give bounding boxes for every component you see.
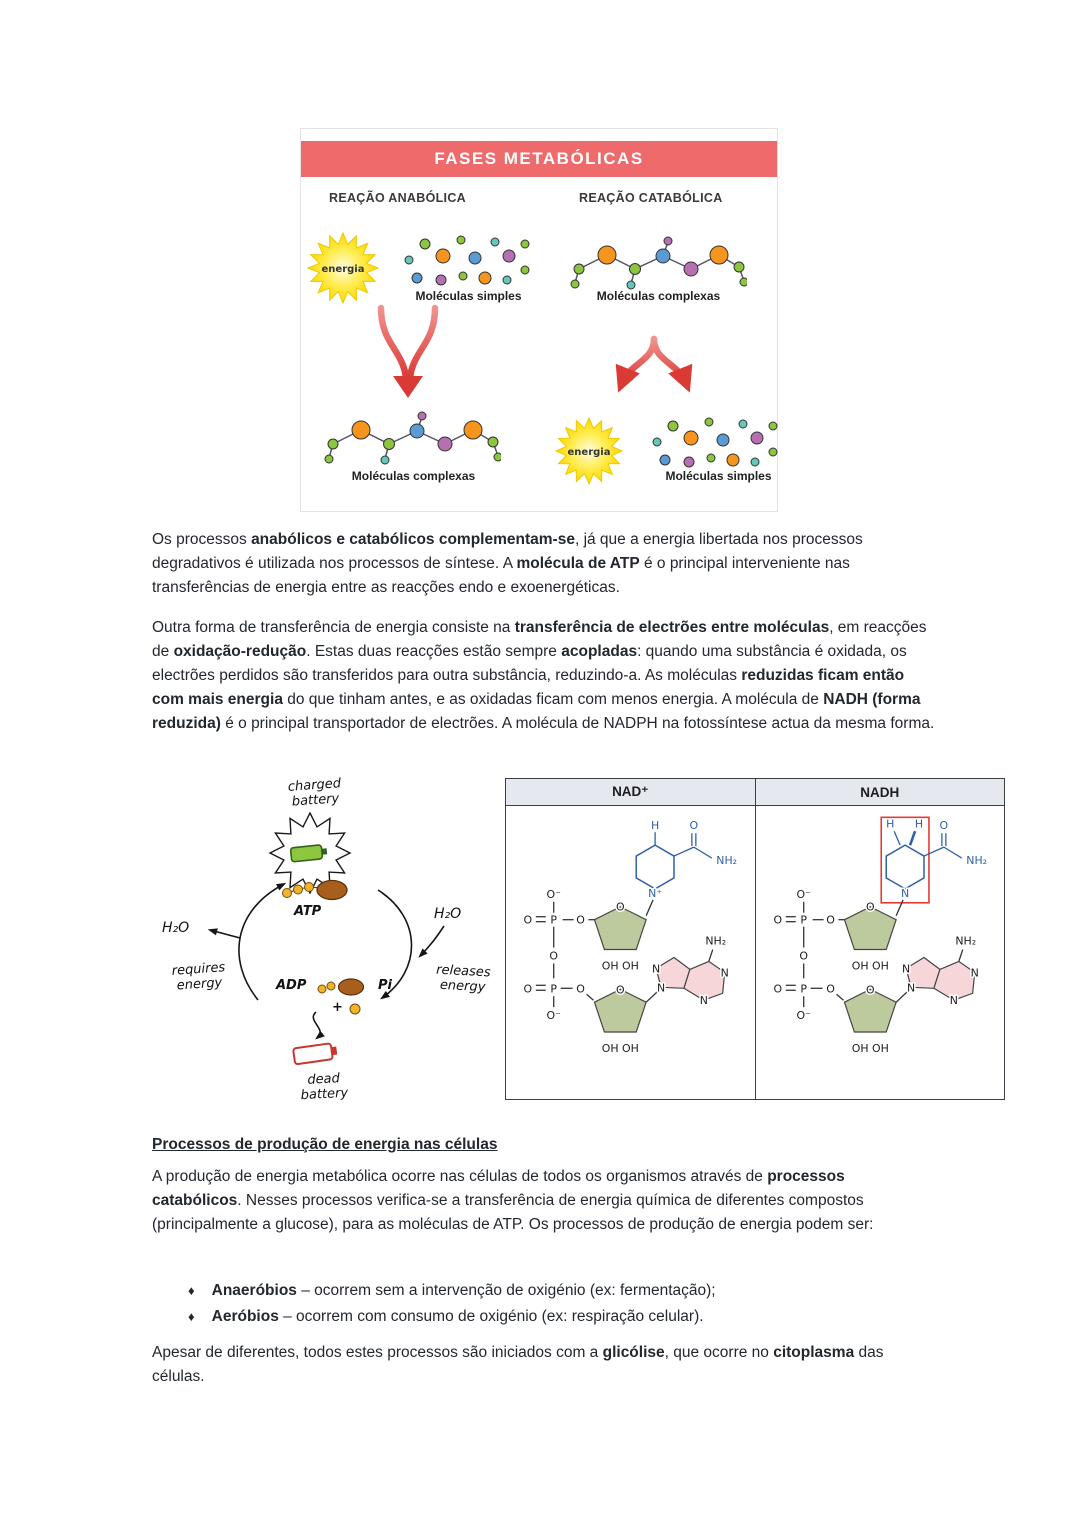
svg-text:O: O <box>865 983 875 997</box>
anabolic-arrow <box>353 304 463 404</box>
svg-text:N: N <box>949 994 958 1008</box>
nad-plus-header: NAD⁺ <box>506 779 755 806</box>
dead-battery-icon <box>286 1036 352 1072</box>
figure1-title: FASES METABÓLICAS <box>301 141 777 177</box>
bullet-text: Aeróbios – ocorrem com consumo de oxigénio (ex: respiração celular). <box>211 1308 704 1325</box>
pi-label: Pi <box>378 978 392 993</box>
svg-text:H: H <box>914 817 923 831</box>
svg-text:N: N <box>906 981 915 995</box>
energy-starburst <box>555 417 623 485</box>
svg-text:O: O <box>825 982 835 996</box>
svg-text:O: O <box>523 982 533 996</box>
svg-text:O: O <box>576 913 585 927</box>
catabolic-reaction-title: REAÇÃO CATABÓLICA <box>579 191 723 205</box>
energy-label: energia <box>567 447 611 458</box>
svg-text:O⁻: O⁻ <box>796 887 811 901</box>
catabolic-arrow <box>584 309 724 407</box>
svg-text:N: N <box>901 962 910 976</box>
bullet-diamond-icon: ♦ <box>188 1309 195 1324</box>
svg-text:OH OH: OH OH <box>851 1041 889 1055</box>
svg-text:NH₂: NH₂ <box>954 934 976 948</box>
svg-text:NH₂: NH₂ <box>716 854 738 868</box>
svg-text:O: O <box>523 913 533 927</box>
plus-sign: + <box>332 1000 343 1015</box>
paragraph-redox: Outra forma de transferência de energia consiste na transferência de electrões entre moléculas, em reacções de oxidação-redução. Estas duas reacções estão sempre acopladas: quando uma substância é oxidada, os electrões perdidos são transferidos para outra substância, reduzindo-a. As moléculas reduzidas ficam então com mais energia do que tinham antes, e as oxidadas ficam com menos energia. A molécula de NADH (forma reduzida) é o principal transportador de electrões. A molécula de NADPH na fotossíntese actua da mesma forma. <box>152 619 935 732</box>
bullet-aerobios <box>188 1305 928 1329</box>
section-heading: Processos de produção de energia nas células <box>152 1136 498 1153</box>
atp-molecule-icon <box>276 876 354 904</box>
svg-text:N: N <box>970 966 979 980</box>
adp-molecule-icon <box>314 976 370 1000</box>
simple-molecules-scatter <box>401 232 536 294</box>
metabolic-phases-figure <box>300 128 778 512</box>
adp-label: ADP <box>276 978 307 993</box>
requires-energy-label: requires energy <box>171 960 226 994</box>
molecules-label: Moléculas simples <box>665 469 772 483</box>
svg-text:NH₂: NH₂ <box>705 934 727 948</box>
nad-plus-panel <box>506 779 756 1099</box>
svg-text:H: H <box>650 819 660 833</box>
svg-text:O: O <box>616 983 625 997</box>
dead-battery-label: dead battery <box>300 1071 349 1104</box>
paragraph-atp: Os processos anabólicos e catabólicos complementam-se, já que a energia libertada nos processos degradativos é utilizada nos processos de síntese. A molécula de ATP é o principal interveniente nas transferências de energia entre as reacções endo e exoenergéticas. <box>152 531 863 596</box>
svg-text:NH₂: NH₂ <box>965 854 987 868</box>
svg-text:H: H <box>885 817 894 831</box>
svg-text:P: P <box>550 982 558 996</box>
anabolic-reaction-title: REAÇÃO ANABÓLICA <box>329 191 466 205</box>
svg-text:OH OH: OH OH <box>601 959 639 973</box>
bullet-anaerobios <box>188 1279 928 1303</box>
svg-text:O: O <box>798 949 808 963</box>
svg-text:O: O <box>549 949 559 963</box>
svg-text:N: N <box>656 981 666 995</box>
bullet-text: Anaeróbios – ocorrem sem a intervenção de oxigénio (ex: fermentação); <box>211 1282 716 1299</box>
svg-text:O: O <box>939 819 948 833</box>
releases-energy-label: releases energy <box>435 962 491 996</box>
svg-text:O⁻: O⁻ <box>546 1009 561 1023</box>
atp-cycle-figure <box>140 778 500 1112</box>
nadh-structure <box>756 806 1005 1099</box>
complex-molecule-chain <box>569 229 747 291</box>
molecules-label: Moléculas complexas <box>351 469 476 483</box>
svg-text:O⁻: O⁻ <box>546 887 561 901</box>
svg-text:O: O <box>773 913 782 927</box>
svg-text:O: O <box>773 982 782 996</box>
nadh-panel <box>756 779 1005 1099</box>
bullet-diamond-icon: ♦ <box>188 1283 195 1298</box>
h2o-left-label: H₂O <box>162 920 190 936</box>
energy-starburst <box>307 232 379 304</box>
paragraph-glicolise: Apesar de diferentes, todos estes processos são iniciados com a glicólise, que ocorre no citoplasma das células. <box>152 1344 884 1385</box>
svg-text:O: O <box>689 819 699 833</box>
svg-text:N: N <box>720 966 729 980</box>
paragraph-energy-production: A produção de energia metabólica ocorre nas células de todos os organismos através de processos catabólicos. Nesses processos verifica-se a transferência de energia química de diferentes compostos (principalmente a glucose), para as moléculas de ATP. Os processos de produção de energia podem ser: <box>152 1168 874 1233</box>
svg-text:P: P <box>799 982 807 996</box>
svg-text:N: N <box>699 994 708 1008</box>
svg-text:P: P <box>550 913 558 927</box>
complex-molecule-chain <box>323 404 501 466</box>
simple-molecules-scatter <box>649 414 784 476</box>
svg-text:OH OH: OH OH <box>851 959 889 973</box>
pi-molecule-icon <box>348 1002 362 1016</box>
svg-text:OH OH: OH OH <box>601 1041 639 1055</box>
atp-label: ATP <box>294 904 322 919</box>
molecules-label: Moléculas complexas <box>596 289 721 303</box>
svg-text:O: O <box>865 900 875 914</box>
svg-text:O: O <box>616 900 625 914</box>
svg-text:O⁻: O⁻ <box>796 1009 811 1023</box>
svg-text:P: P <box>799 913 807 927</box>
svg-text:N⁺: N⁺ <box>648 886 663 900</box>
h2o-right-label: H₂O <box>434 906 462 922</box>
charged-battery-label: charged battery <box>287 776 342 810</box>
svg-text:N: N <box>652 962 661 976</box>
nadh-header: NADH <box>756 779 1005 806</box>
molecules-label: Moléculas simples <box>415 289 522 303</box>
energy-label: energia <box>321 264 365 275</box>
svg-text:O: O <box>576 982 585 996</box>
nad-nadh-figure <box>505 778 1005 1100</box>
nad-plus-structure <box>506 806 755 1099</box>
svg-text:O: O <box>825 913 835 927</box>
svg-text:N: N <box>900 886 909 900</box>
